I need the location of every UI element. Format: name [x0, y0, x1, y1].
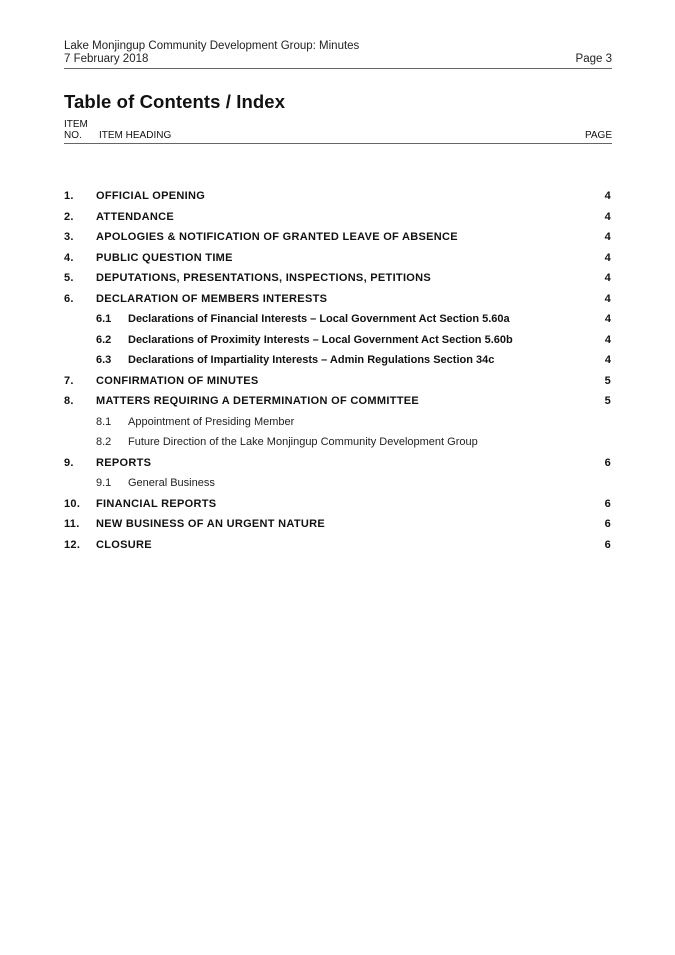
toc-entry[interactable] — [64, 248, 611, 269]
toc-entry-page: 4 — [604, 292, 611, 305]
toc-entry-heading: OFFICIAL OPENING — [96, 190, 206, 203]
toc-entry-number: 6.2 — [96, 333, 112, 346]
toc-entry-page: 6 — [604, 518, 611, 531]
toc-subentry[interactable] — [64, 432, 611, 453]
toc-entry-number: 4. — [64, 251, 74, 264]
header-divider — [64, 68, 612, 69]
toc-entry-page: 5 — [604, 374, 611, 387]
toc-entry[interactable] — [64, 268, 611, 289]
toc-entry-page: 4 — [604, 313, 611, 326]
toc-entry[interactable] — [64, 371, 611, 392]
toc-entry-number: 6. — [64, 292, 74, 305]
toc-entry-number: 9.1 — [96, 477, 112, 490]
column-item-heading: ITEM HEADING — [99, 130, 172, 141]
toc-entry-heading: ATTENDANCE — [96, 210, 174, 223]
toc-entry[interactable] — [64, 514, 611, 535]
toc-subentry[interactable] — [64, 309, 611, 330]
toc-entry[interactable] — [64, 453, 611, 474]
toc-entry-heading: FINANCIAL REPORTS — [96, 497, 217, 510]
toc-entry-number: 8. — [64, 395, 74, 408]
toc-entry[interactable] — [64, 494, 611, 515]
toc-entry-heading: Declarations of Impartiality Interests – Admin Regulations Section 34c — [128, 354, 495, 367]
toc-entry-number: 8.2 — [96, 436, 112, 449]
toc-entry-heading: PUBLIC QUESTION TIME — [96, 251, 233, 264]
toc-entry-heading: NEW BUSINESS OF AN URGENT NATURE — [96, 518, 325, 531]
toc-entry-number: 5. — [64, 272, 74, 285]
toc-entry-heading: Declarations of Proximity Interests – Local Government Act Section 5.60b — [128, 333, 513, 346]
toc-subentry[interactable] — [64, 350, 611, 371]
toc-entry-number: 6.3 — [96, 354, 112, 367]
column-headings-left — [64, 130, 171, 141]
toc-entry-heading: MATTERS REQUIRING A DETERMINATION OF COMMITTEE — [96, 395, 420, 408]
toc-entry-number: 12. — [64, 538, 81, 551]
document-title: Lake Monjingup Community Development Group: Minutes — [64, 40, 360, 52]
toc-entry-number: 9. — [64, 456, 74, 469]
toc-column-headers — [64, 119, 612, 141]
toc-subentry[interactable] — [64, 412, 611, 433]
toc-entry-heading: DEPUTATIONS, PRESENTATIONS, INSPECTIONS, PETITIONS — [96, 272, 432, 285]
column-item-label: ITEM — [64, 119, 88, 130]
toc-entry-heading: DECLARATION OF MEMBERS INTERESTS — [96, 292, 328, 305]
toc-entry-page: 4 — [604, 210, 611, 223]
toc-entry-number: 7. — [64, 374, 74, 387]
toc-entry-page: 4 — [604, 231, 611, 244]
toc-entry[interactable] — [64, 227, 611, 248]
toc-entry-page: 6 — [604, 538, 611, 551]
toc-entry-page: 6 — [604, 497, 611, 510]
page-number: Page 3 — [575, 53, 612, 65]
toc-entry-number: 8.1 — [96, 415, 112, 428]
column-header-divider — [64, 143, 612, 144]
page-header — [64, 40, 612, 66]
toc-entry-heading: General Business — [128, 477, 215, 490]
toc-list — [64, 186, 611, 555]
meeting-date: 7 February 2018 — [64, 53, 149, 65]
toc-entry-heading: CLOSURE — [96, 538, 152, 551]
toc-subentry[interactable] — [64, 330, 611, 351]
toc-entry-heading: Future Direction of the Lake Monjingup Community Development Group — [128, 436, 478, 449]
toc-title: Table of Contents / Index — [64, 91, 286, 112]
toc-entry-page: 4 — [604, 190, 611, 203]
column-header-row — [64, 130, 612, 141]
toc-entry-number: 3. — [64, 231, 74, 244]
toc-entry-page: 4 — [604, 251, 611, 264]
toc-entry-heading: Appointment of Presiding Member — [128, 415, 295, 428]
toc-entry-number: 6.1 — [96, 313, 112, 326]
toc-entry[interactable] — [64, 186, 611, 207]
header-date-row — [64, 53, 612, 66]
toc-entry-page: 4 — [604, 272, 611, 285]
toc-entry[interactable] — [64, 535, 611, 556]
column-item-no: NO. — [64, 130, 82, 141]
toc-entry-page: 5 — [604, 395, 611, 408]
toc-entry-number: 2. — [64, 210, 74, 223]
toc-entry-page: 6 — [604, 456, 611, 469]
toc-entry-page: 4 — [604, 354, 611, 367]
toc-entry-number: 10. — [64, 497, 81, 510]
toc-subentry[interactable] — [64, 473, 611, 494]
toc-entry-page: 4 — [604, 333, 611, 346]
toc-entry-heading: Declarations of Financial Interests – Local Government Act Section 5.60a — [128, 313, 510, 326]
toc-entry-number: 1. — [64, 190, 74, 203]
toc-entry[interactable] — [64, 207, 611, 228]
toc-entry-heading: REPORTS — [96, 456, 152, 469]
toc-entry[interactable] — [64, 391, 611, 412]
toc-entry-heading: APOLOGIES & NOTIFICATION OF GRANTED LEAVE OF ABSENCE — [96, 231, 458, 244]
toc-entry-number: 11. — [64, 518, 80, 531]
column-page: PAGE — [584, 130, 612, 141]
toc-entry-heading: CONFIRMATION OF MINUTES — [96, 374, 259, 387]
toc-entry[interactable] — [64, 289, 611, 310]
